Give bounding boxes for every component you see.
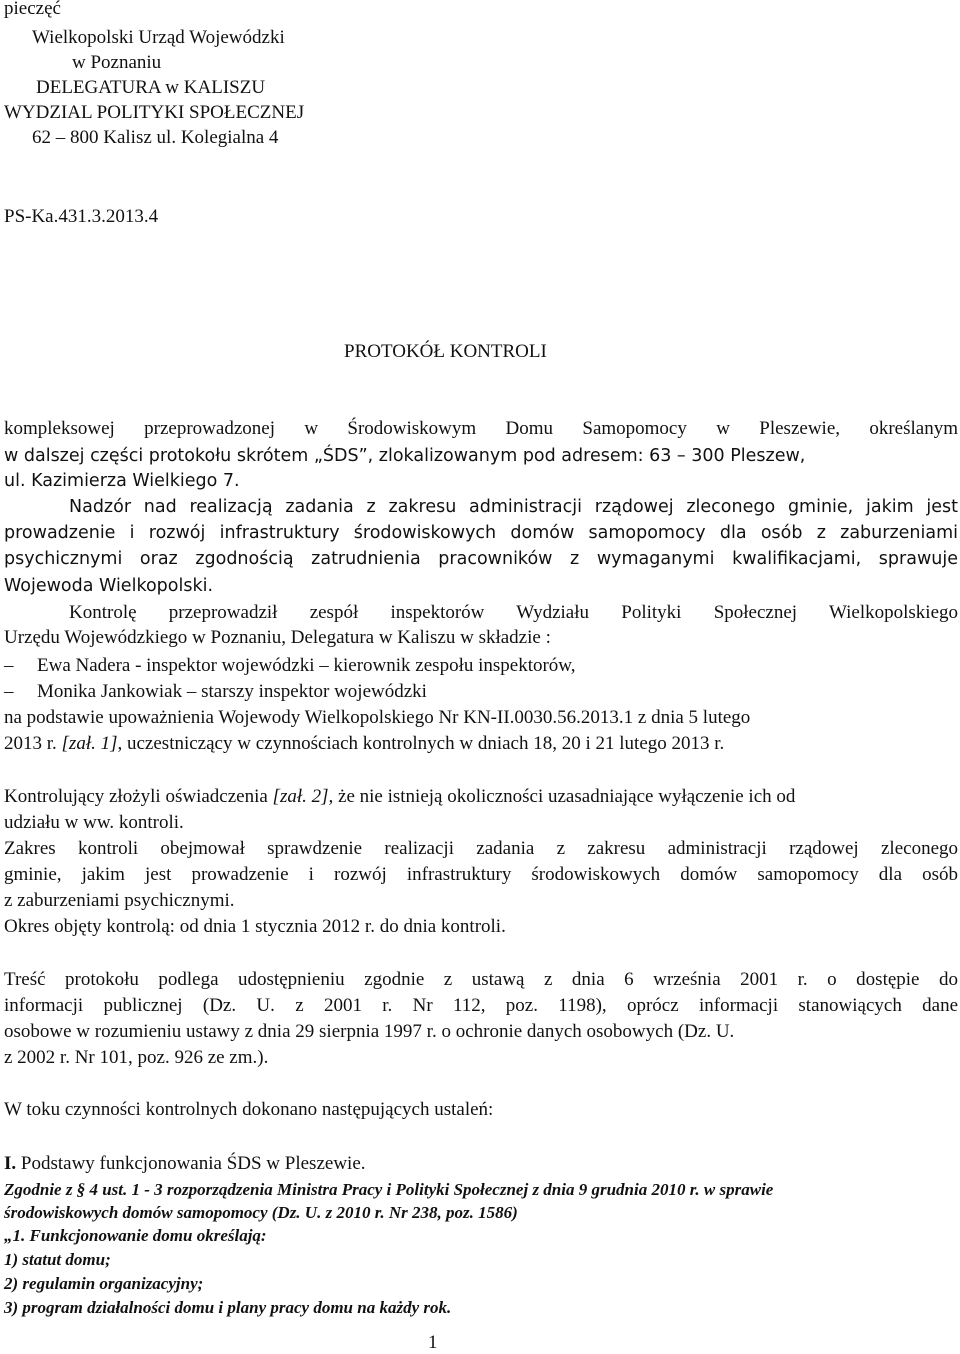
section-1-number: I. <box>4 1153 17 1174</box>
declaration-text-a: Kontrolujący złożyli oświadczenia <box>4 786 273 807</box>
publication-line-4: z 2002 r. Nr 101, poz. 926 ze zm.). <box>4 1047 269 1068</box>
legal-basis-line-1: Zgodnie z § 4 ust. 1 - 3 rozporządzenia Ministra Pracy i Polityki Społecznej z dnia 9 grudnia 2010 r. w sprawie <box>4 1180 774 1199</box>
quote-item-2: 2) regulamin organizacyjny; <box>4 1274 204 1293</box>
header-city: w Poznaniu <box>72 52 162 73</box>
header-department: WYDZIAL POLITYKI SPOŁECZNEJ <box>4 102 305 123</box>
supervision-line-4: Wojewoda Wielkopolski. <box>4 576 214 596</box>
team-line-2: Urzędu Wojewódzkiego w Poznaniu, Delegatura w Kaliszu w składzie : <box>4 627 551 648</box>
supervision-line-3: psychicznymi oraz zgodnością zatrudnienia pracowników z wymaganymi kwalifikacjami, sprawuje <box>4 549 958 569</box>
legal-basis-line-2: środowiskowych domów samopomocy (Dz. U. z 2010 r. Nr 238, poz. 1586) <box>4 1203 518 1222</box>
quote-line-1: „1. Funkcjonowanie domu określają: <box>4 1226 267 1245</box>
scope-period: Okres objęty kontrolą: od dnia 1 stycznia 2012 r. do dnia kontroli. <box>4 916 506 937</box>
intro-line-1: kompleksowej przeprowadzonej w Środowiskowym Domu Samopomocy w Pleszewie, określanym <box>4 418 958 439</box>
header-delegation: DELEGATURA w KALISZU <box>36 77 266 98</box>
scope-line-3: z zaburzeniami psychicznymi. <box>4 890 235 911</box>
attachment-ref-1: [zał. 1] <box>61 733 118 754</box>
quote-item-3: 3) program działalności domu i plany pracy domu na każdy rok. <box>4 1298 452 1317</box>
bullet-dash: – <box>4 655 14 676</box>
publication-line-1: Treść protokołu podlega udostępnieniu zgodnie z ustawą z dnia 6 września 2001 r. o dostępie do <box>4 969 958 990</box>
team-line-1: Kontrolę przeprowadził zespół inspektorów Wydziału Polityki Społecznej Wielkopolskiego <box>69 602 958 623</box>
supervision-line-2: prowadzenie i rozwój infrastruktury środowiskowych domów samopomocy dla osób z zaburzeniami <box>4 523 958 543</box>
authorization-dates: , uczestniczący w czynnościach kontrolnych w dniach 18, 20 i 21 lutego 2013 r. <box>117 733 725 754</box>
intro-line-3: ul. Kazimierza Wielkiego 7. <box>4 471 240 491</box>
scope-line-2: gminie, jakim jest prowadzenie i rozwój infrastruktury środowiskowych domów samopomocy dla osób <box>4 864 958 885</box>
header-address: 62 – 800 Kalisz ul. Kolegialna 4 <box>32 127 279 148</box>
team-member-1-text: Ewa Nadera - inspektor wojewódzki – kierownik zespołu inspektorów, <box>37 655 576 676</box>
declaration-line-1 <box>4 787 795 806</box>
attachment-ref-2: [zał. 2], <box>272 786 334 807</box>
authorization-line-1: na podstawie upoważnienia Wojewody Wielkopolskiego Nr KN-II.0030.56.2013.1 z dnia 5 lutego <box>4 707 751 728</box>
intro-line-2: w dalszej części protokołu skrótem „ŚDS”, zlokalizowanym pod adresem: 63 – 300 Pleszew, <box>4 446 806 466</box>
section-1-heading <box>4 1154 366 1173</box>
findings-intro: W toku czynności kontrolnych dokonano następujących ustaleń: <box>4 1099 494 1120</box>
stamp-label: pieczęć <box>4 0 61 19</box>
bullet-dash: – <box>4 681 14 702</box>
publication-line-3: osobowe w rozumieniu ustawy z dnia 29 sierpnia 1997 r. o ochronie danych osobowych (Dz. U. <box>4 1021 735 1042</box>
section-1-title: Podstawy funkcjonowania ŚDS w Pleszewie. <box>16 1153 366 1174</box>
supervision-line-1: Nadzór nad realizacją zadania z zakresu administracji rządowej zleconego gminie, jakim jest <box>69 497 958 517</box>
team-member-1 <box>4 656 576 675</box>
header-office: Wielkopolski Urząd Wojewódzki <box>32 27 285 48</box>
declaration-text-b: że nie istnieją okoliczności uzasadniające wyłączenie ich od <box>333 786 796 807</box>
document-title: PROTOKÓŁ KONTROLI <box>344 341 547 362</box>
team-member-2 <box>4 682 427 701</box>
team-member-2-text: Monika Jankowiak – starszy inspektor wojewódzki <box>37 681 427 702</box>
publication-line-2: informacji publicznej (Dz. U. z 2001 r. Nr 112, poz. 1198), oprócz informacji stanowiących dane <box>4 995 958 1016</box>
authorization-date: 2013 r. <box>4 733 62 754</box>
declaration-line-2: udziału w ww. kontroli. <box>4 812 184 833</box>
authorization-line-2 <box>4 734 724 753</box>
page-number: 1 <box>428 1332 438 1353</box>
scope-line-1: Zakres kontroli obejmował sprawdzenie realizacji zadania z zakresu administracji rządowej zleconego <box>4 838 958 859</box>
reference-number: PS-Ka.431.3.2013.4 <box>4 206 159 227</box>
quote-item-1: 1) statut domu; <box>4 1250 111 1269</box>
